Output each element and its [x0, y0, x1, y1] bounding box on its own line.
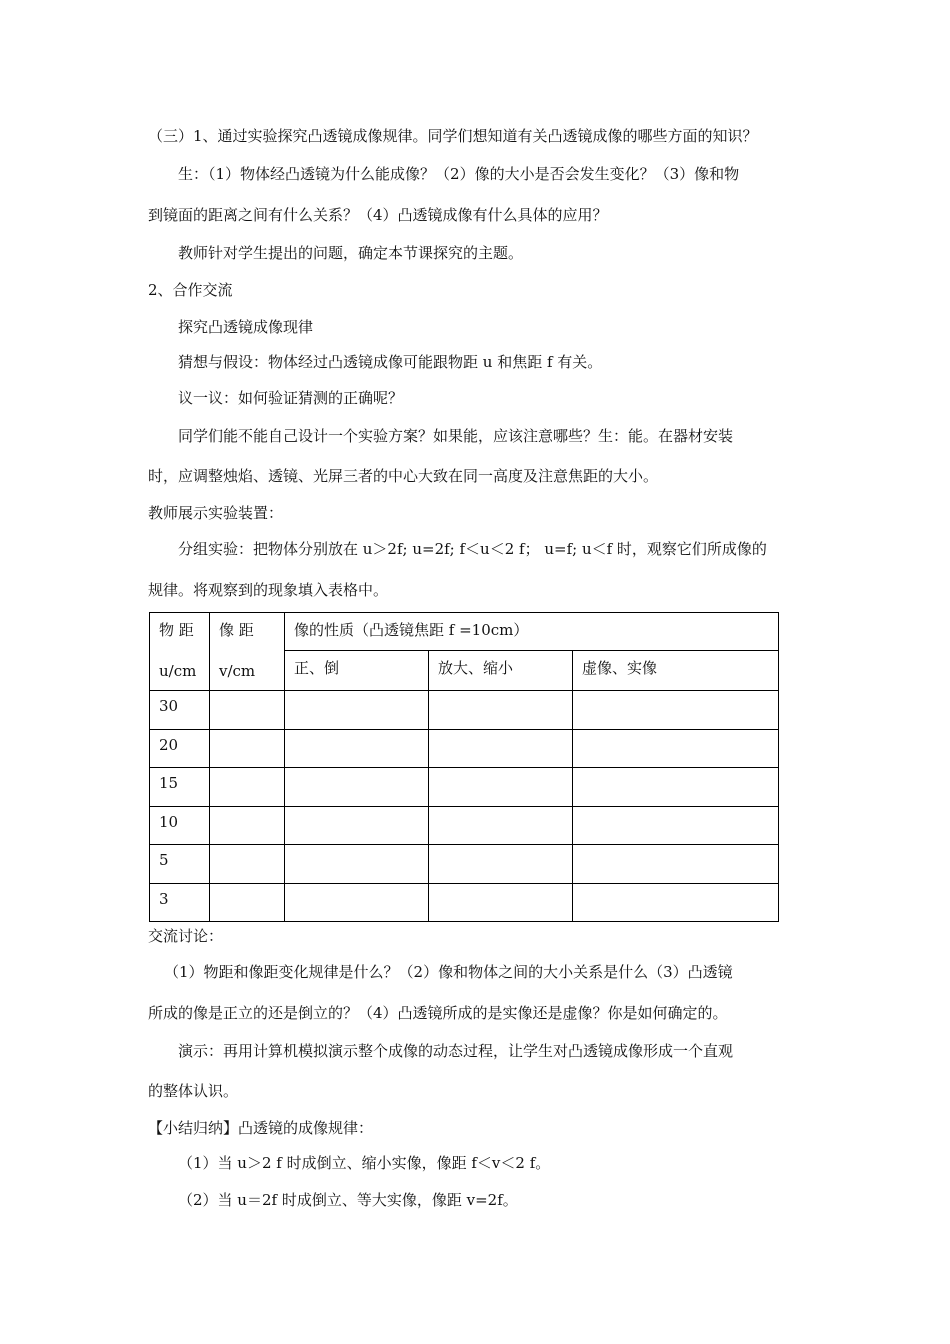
table-row — [150, 845, 779, 884]
upright-inverted-cell[interactable] — [285, 768, 429, 807]
paragraph-hypothesis: 猜想与假设：物体经过凸透镜成像可能跟物距 u 和焦距 f 有关。 — [178, 353, 603, 371]
object-distance-cell: 15 — [150, 768, 210, 807]
table-row — [150, 883, 779, 922]
object-distance-cell: 3 — [150, 883, 210, 922]
paragraph-apparatus: 教师展示实验装置： — [148, 504, 284, 522]
magnified-reduced-cell[interactable] — [429, 729, 573, 768]
virtual-real-cell[interactable] — [573, 845, 779, 884]
paragraph-rule-1: （1）当 u＞2 f 时成倒立、缩小实像，像距 f＜v＜2 f。 — [178, 1154, 551, 1172]
paragraph-discuss: 议一议：如何验证猜测的正确呢？ — [178, 389, 404, 407]
paragraph-summary-heading: 【小结归纳】凸透镜的成像规律： — [148, 1119, 374, 1137]
upright-inverted-cell[interactable] — [285, 691, 429, 730]
virtual-real-cell[interactable] — [573, 768, 779, 807]
magnified-reduced-cell[interactable] — [429, 806, 573, 845]
results-table — [149, 612, 779, 922]
upright-inverted-cell[interactable] — [285, 845, 429, 884]
magnified-reduced-cell[interactable] — [429, 845, 573, 884]
table-row — [150, 806, 779, 845]
paragraph-discussion-heading: 交流讨论： — [148, 927, 224, 945]
object-distance-cell: 5 — [150, 845, 210, 884]
paragraph-group-experiment-2: 规律。将观察到的现象填入表格中。 — [148, 581, 389, 599]
paragraph-teacher-topic: 教师针对学生提出的问题，确定本节课探究的主题。 — [178, 244, 524, 262]
table-row — [150, 691, 779, 730]
paragraph-demo-1: 演示：再用计算机模拟演示整个成像的动态过程，让学生对凸透镜成像形成一个直观 — [178, 1042, 734, 1060]
paragraph-explore-title: 探究凸透镜成像现律 — [178, 318, 314, 336]
image-distance-cell[interactable] — [210, 768, 285, 807]
object-distance-cell: 10 — [150, 806, 210, 845]
paragraph-design-2: 时，应调整烛焰、透镜、光屏三者的中心大致在同一高度及注意焦距的大小。 — [148, 467, 659, 485]
magnified-reduced-cell[interactable] — [429, 768, 573, 807]
header-upright-inverted: 正、倒 — [285, 651, 429, 691]
image-distance-cell[interactable] — [210, 883, 285, 922]
image-distance-cell[interactable] — [210, 729, 285, 768]
image-distance-cell[interactable] — [210, 845, 285, 884]
image-distance-cell[interactable] — [210, 806, 285, 845]
paragraph-group-experiment-1: 分组实验：把物体分别放在 u＞2f; u=2f; f＜u＜2 f； u=f; u＜f 时，观察它们所成像的 — [178, 540, 767, 558]
header-magnified-reduced: 放大、缩小 — [429, 651, 573, 691]
upright-inverted-cell[interactable] — [285, 806, 429, 845]
object-distance-cell: 30 — [150, 691, 210, 730]
section-heading-cooperation: 2、合作交流 — [148, 281, 233, 299]
magnified-reduced-cell[interactable] — [429, 883, 573, 922]
object-distance-cell: 20 — [150, 729, 210, 768]
virtual-real-cell[interactable] — [573, 729, 779, 768]
upright-inverted-cell[interactable] — [285, 883, 429, 922]
virtual-real-cell[interactable] — [573, 806, 779, 845]
paragraph-design-1: 同学们能不能自己设计一个实验方案？如果能，应该注意哪些？生：能。在器材安装 — [178, 427, 734, 445]
virtual-real-cell[interactable] — [573, 691, 779, 730]
header-object-distance: 物 距 u/cm — [150, 613, 210, 691]
paragraph-intro: （三）1、通过实验探究凸透镜成像规律。同学们想知道有关凸透镜成像的哪些方面的知识？ — [148, 127, 758, 145]
image-distance-cell[interactable] — [210, 691, 285, 730]
header-image-properties: 像的性质（凸透镜焦距 f =10cm） — [285, 613, 779, 651]
paragraph-rule-2: （2）当 u＝2f 时成倒立、等大实像，像距 v=2f。 — [178, 1191, 518, 1209]
virtual-real-cell[interactable] — [573, 883, 779, 922]
header-image-distance: 像 距 v/cm — [210, 613, 285, 691]
paragraph-student-questions-1: 生：（1）物体经凸透镜为什么能成像？（2）像的大小是否会发生变化？（3）像和物 — [178, 165, 740, 183]
table-row — [150, 729, 779, 768]
header-virtual-real: 虚像、实像 — [573, 651, 779, 691]
paragraph-student-questions-2: 到镜面的距离之间有什么关系？（4）凸透镜成像有什么具体的应用？ — [148, 206, 608, 224]
magnified-reduced-cell[interactable] — [429, 691, 573, 730]
paragraph-demo-2: 的整体认识。 — [148, 1082, 239, 1100]
paragraph-discussion-questions-2: 所成的像是正立的还是倒立的？（4）凸透镜所成的是实像还是虚像？你是如何确定的。 — [148, 1004, 728, 1022]
paragraph-discussion-questions-1: （1）物距和像距变化规律是什么？（2）像和物体之间的大小关系是什么（3）凸透镜 — [164, 963, 733, 981]
table-row — [150, 768, 779, 807]
upright-inverted-cell[interactable] — [285, 729, 429, 768]
